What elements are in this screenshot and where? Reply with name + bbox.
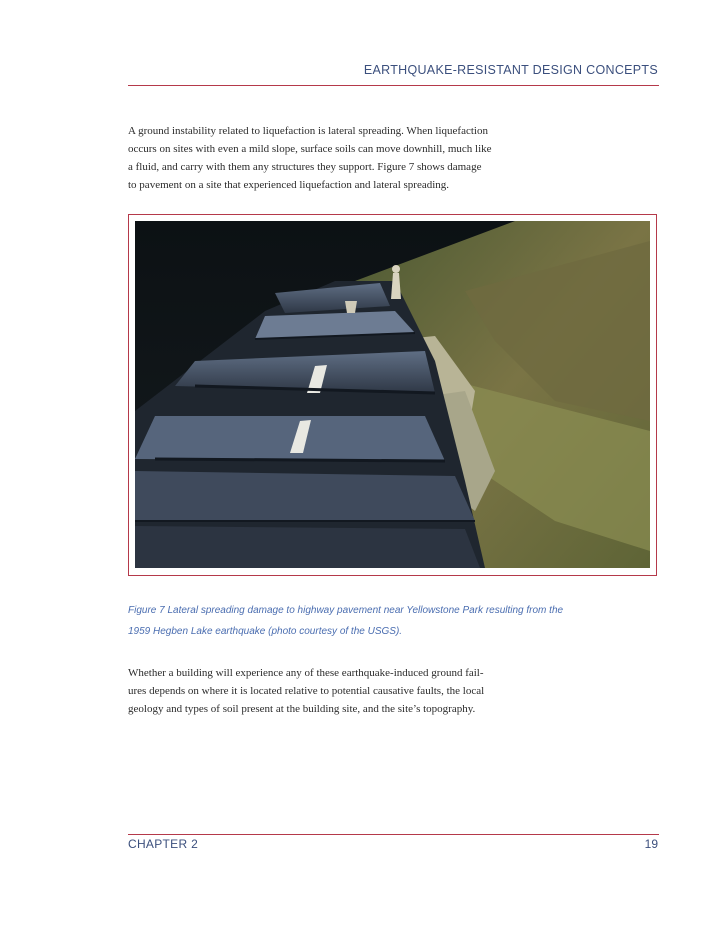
paragraph-line: ures depends on where it is located relative to potential causative faults, the local [128,685,485,697]
figure-frame [128,214,657,576]
page-number: 19 [644,837,658,851]
paragraph-line: a fluid, and carry with them any structures they support. Figure 7 shows damage [128,161,482,173]
earthquake-damage-photo [135,221,650,568]
caption-line: 1959 Hegben Lake earthquake (photo courtesy of the USGS). [128,626,403,637]
header-title: EARTHQUAKE-RESISTANT DESIGN CONCEPTS [363,63,658,77]
paragraph-line: A ground instability related to liquefaction is lateral spreading. When liquefaction [128,125,488,137]
figure-caption [128,600,668,642]
paragraph-line: occurs on sites with even a mild slope, surface soils can move downhill, much like [128,143,492,155]
paragraph-line: geology and types of soil present at the building site, and the site’s topography. [128,703,476,715]
paragraph-line: Whether a building will experience any of these earthquake-induced ground fail- [128,667,484,679]
caption-line: Figure 7 Lateral spreading damage to highway pavement near Yellowstone Park resulting from the [128,605,564,616]
footer-chapter: CHAPTER 2 [128,837,199,851]
paragraph-conclusion [128,664,528,718]
header-rule [128,85,659,86]
footer-rule [128,834,659,835]
paragraph-intro [128,122,528,194]
paragraph-line: to pavement on a site that experienced liquefaction and lateral spreading. [128,179,450,191]
